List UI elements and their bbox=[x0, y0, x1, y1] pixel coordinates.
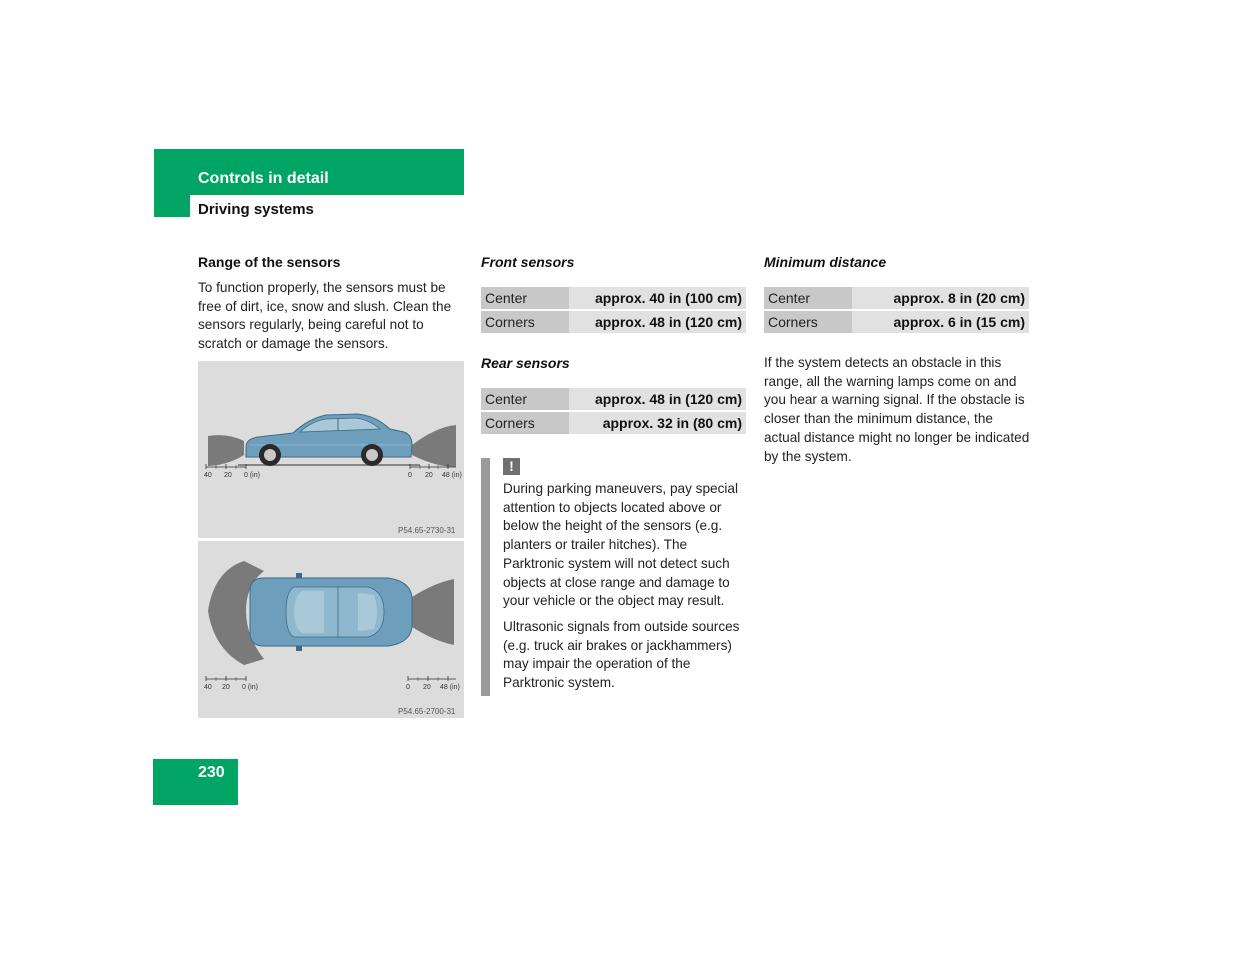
warning-icon-glyph: ! bbox=[509, 458, 514, 474]
svg-text:20: 20 bbox=[423, 684, 431, 691]
table-row bbox=[764, 311, 1029, 333]
svg-text:20: 20 bbox=[222, 684, 230, 691]
row-value: approx. 8 in (20 cm) bbox=[852, 287, 1029, 309]
row-label: Center bbox=[481, 287, 569, 309]
rear-sensors-table bbox=[481, 386, 746, 436]
table-row bbox=[481, 388, 746, 410]
row-value: approx. 40 in (100 cm) bbox=[569, 287, 746, 309]
warning-icon bbox=[503, 458, 520, 475]
note-paragraph-1: During parking maneuvers, pay special attention to objects located above or below the height of the sensors (e.g. planters or trailer hitches). The Parktronic system will not detect such objects at close range and damage to your vehicle or the object may result. bbox=[503, 481, 738, 609]
front-sensors-table bbox=[481, 285, 746, 335]
svg-text:48 (in): 48 (in) bbox=[440, 684, 460, 691]
range-paragraph: To function properly, the sensors must be free of dirt, ice, snow and slush. Clean the sensors regularly, being careful not to scratch or damage the sensors. bbox=[198, 280, 452, 352]
minimum-distance-table bbox=[764, 285, 1029, 335]
rear-sensor-zone bbox=[412, 579, 454, 645]
row-label: Corners bbox=[481, 311, 569, 333]
header-tab-marker bbox=[154, 195, 190, 217]
rear-sensor-zone bbox=[412, 425, 456, 467]
table-row bbox=[764, 287, 1029, 309]
front-distance-scale bbox=[204, 676, 258, 691]
table-row bbox=[481, 311, 746, 333]
top-view-illustration bbox=[198, 541, 464, 718]
svg-text:20: 20 bbox=[425, 472, 433, 479]
figure-code: P54.65-2730-31 bbox=[398, 526, 456, 535]
range-heading: Range of the sensors bbox=[198, 254, 341, 270]
svg-text:0 (in): 0 (in) bbox=[242, 684, 258, 691]
row-label: Center bbox=[481, 388, 569, 410]
figure-code: P54.65-2700-31 bbox=[398, 707, 456, 716]
svg-text:20: 20 bbox=[224, 472, 232, 479]
front-sensors-heading: Front sensors bbox=[481, 254, 575, 270]
front-distance-scale bbox=[204, 464, 260, 479]
svg-text:0 (in): 0 (in) bbox=[244, 472, 260, 479]
row-value: approx. 48 in (120 cm) bbox=[569, 388, 746, 410]
section-title: Controls in detail bbox=[198, 170, 329, 187]
page-number-box bbox=[153, 759, 238, 805]
minimum-distance-heading: Minimum distance bbox=[764, 254, 887, 270]
svg-text:40: 40 bbox=[204, 684, 212, 691]
note-side-bar bbox=[481, 458, 490, 696]
table-row bbox=[481, 287, 746, 309]
row-value: approx. 6 in (15 cm) bbox=[852, 311, 1029, 333]
subsection-title: Driving systems bbox=[198, 201, 314, 218]
sensor-range-side-figure bbox=[198, 361, 464, 538]
front-sensor-zone bbox=[208, 435, 244, 466]
car-top-icon bbox=[250, 573, 412, 651]
page-number: 230 bbox=[198, 764, 225, 781]
svg-text:0: 0 bbox=[408, 472, 412, 479]
row-value: approx. 48 in (120 cm) bbox=[569, 311, 746, 333]
side-view-illustration bbox=[198, 361, 464, 538]
row-label: Corners bbox=[764, 311, 852, 333]
rear-sensors-heading: Rear sensors bbox=[481, 355, 570, 371]
row-value: approx. 32 in (80 cm) bbox=[569, 412, 746, 434]
svg-text:40: 40 bbox=[204, 472, 212, 479]
car-side-icon bbox=[246, 414, 412, 466]
rear-distance-scale bbox=[406, 676, 460, 691]
svg-text:48 (in): 48 (in) bbox=[442, 472, 462, 479]
note-paragraph-2: Ultrasonic signals from outside sources (e.g. truck air brakes or jackhammers) may impair the operation of the Parktronic system. bbox=[503, 619, 740, 691]
svg-text:0: 0 bbox=[406, 684, 410, 691]
table-row bbox=[481, 412, 746, 434]
row-label: Corners bbox=[481, 412, 569, 434]
row-label: Center bbox=[764, 287, 852, 309]
sensor-range-top-figure bbox=[198, 541, 464, 718]
minimum-distance-paragraph: If the system detects an obstacle in this range, all the warning lamps come on and you hear a warning signal. If the obstacle is closer than the minimum distance, the actual distance might no longer be indicated by the system. bbox=[764, 355, 1030, 464]
